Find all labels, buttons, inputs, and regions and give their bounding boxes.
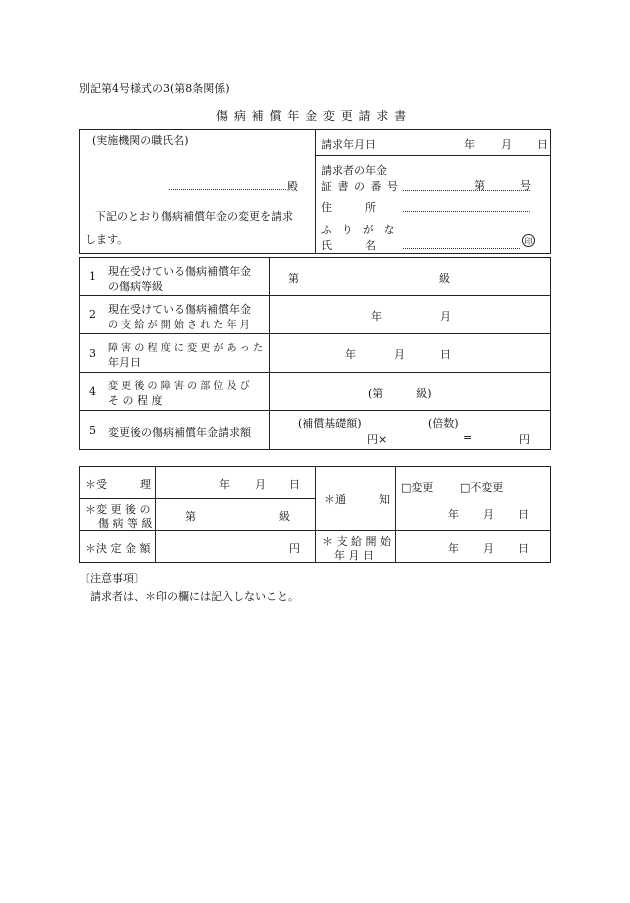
item-3-number: 3 <box>89 347 96 360</box>
notes-heading: 〔注意事項〕 <box>79 572 145 585</box>
item-2-year: 年 <box>371 310 382 323</box>
receipt-day: 日 <box>289 478 300 491</box>
payment-start-label-1: ＊ 支 給 開 始 <box>322 535 391 548</box>
changed-grade-label-2: 傷 病 等 級 <box>98 517 153 530</box>
item-3-year: 年 <box>345 348 356 361</box>
furigana-label: ふ り が な <box>321 224 395 236</box>
item-3-month: 月 <box>394 348 405 361</box>
name-label: 氏 名 <box>321 239 376 252</box>
payment-start-label-2: 年 月 日 <box>334 549 374 562</box>
item-4-label-line1: 変 更 後 の 障 害 の 部 位 及 び <box>108 381 250 392</box>
pension-cert-label-2: 証 書 の 番 号 <box>321 180 399 193</box>
item-2-month: 月 <box>440 310 451 323</box>
decided-amount-yen: 円 <box>289 542 300 555</box>
item-3-label-line1: 障 害 の 程 度 に 変 更 が あ っ た <box>108 343 263 354</box>
item-3-label-line2: 年月日 <box>108 356 141 369</box>
receipt-year: 年 <box>219 478 230 491</box>
unchanged-checkbox[interactable]: □不変更 <box>460 481 504 494</box>
item-1-number: 1 <box>89 270 96 283</box>
request-text-line1: 下記のとおり傷病補償年金の変更を請求 <box>95 210 293 223</box>
form-reference: 別記第4号様式の3(第8条関係) <box>79 82 230 95</box>
decided-amount-label: ＊決 定 金 額 <box>85 542 151 555</box>
item-5-base-label: (補償基礎額) <box>298 417 362 430</box>
dono-label: 殿 <box>287 180 298 193</box>
changed-grade-label-1: ＊変 更 後 の <box>85 503 151 516</box>
item-2-label-line2: の 支 給 が 開 始 さ れ た 年 月 <box>108 320 250 331</box>
notes-text: 請求者は、＊印の欄には記入しないこと。 <box>90 590 299 603</box>
item-5-equals: = <box>463 431 473 444</box>
document-title: 傷 病 補 償 年 金 変 更 請 求 書 <box>216 109 408 123</box>
item-4-label-line2: そ の 程 度 <box>108 394 163 407</box>
address-label: 住 所 <box>321 201 376 214</box>
pension-cert-number-line[interactable] <box>403 190 530 191</box>
agency-name-line[interactable] <box>169 189 286 190</box>
item-1-label-line1: 現在受けている傷病補償年金 <box>108 265 251 278</box>
notice-year: 年 <box>448 508 459 521</box>
request-date-month: 月 <box>501 138 512 151</box>
item-5-number: 5 <box>89 424 96 437</box>
item-3-day: 日 <box>440 348 451 361</box>
payment-start-day: 日 <box>518 542 529 555</box>
notice-month: 月 <box>483 508 494 521</box>
address-line[interactable] <box>403 211 530 212</box>
notice-day: 日 <box>518 508 529 521</box>
agency-name-label: (実施機関の職氏名) <box>92 134 189 147</box>
item-5-multiplier-label: (倍数) <box>428 417 459 430</box>
payment-start-year: 年 <box>448 542 459 555</box>
name-line[interactable] <box>403 248 520 249</box>
receipt-label: ＊受 理 <box>85 478 151 491</box>
request-date-day: 日 <box>537 138 548 151</box>
item-5-yen-times: 円× <box>367 433 388 446</box>
changed-checkbox[interactable]: □変更 <box>401 481 434 494</box>
item-4-value: (第 級) <box>368 387 432 400</box>
receipt-month: 月 <box>255 478 266 491</box>
changed-grade-dai: 第 <box>185 510 196 523</box>
pension-cert-go: 号 <box>520 179 531 192</box>
item-1-kyu: 級 <box>439 272 450 285</box>
seal-mark-icon: 印 <box>522 234 535 247</box>
item-4-number: 4 <box>89 385 96 398</box>
request-date-label: 請求年月日 <box>321 138 376 151</box>
pension-cert-label-1: 請求者の年金 <box>321 164 387 177</box>
request-date-year: 年 <box>464 138 475 151</box>
item-1-dai: 第 <box>288 272 299 285</box>
item-1-label-line2: の傷病等級 <box>108 280 163 293</box>
item-2-number: 2 <box>89 308 96 321</box>
item-2-label-line1: 現在受けている傷病補償年金 <box>108 303 251 316</box>
item-5-label: 変更後の傷病補償年金請求額 <box>108 426 251 439</box>
payment-start-month: 月 <box>483 542 494 555</box>
request-text-line2: します。 <box>85 233 129 246</box>
changed-grade-kyu: 級 <box>279 510 290 523</box>
item-5-yen: 円 <box>519 433 530 446</box>
pension-cert-dai: 第 <box>474 179 485 192</box>
notice-label: ＊通 知 <box>324 493 390 506</box>
